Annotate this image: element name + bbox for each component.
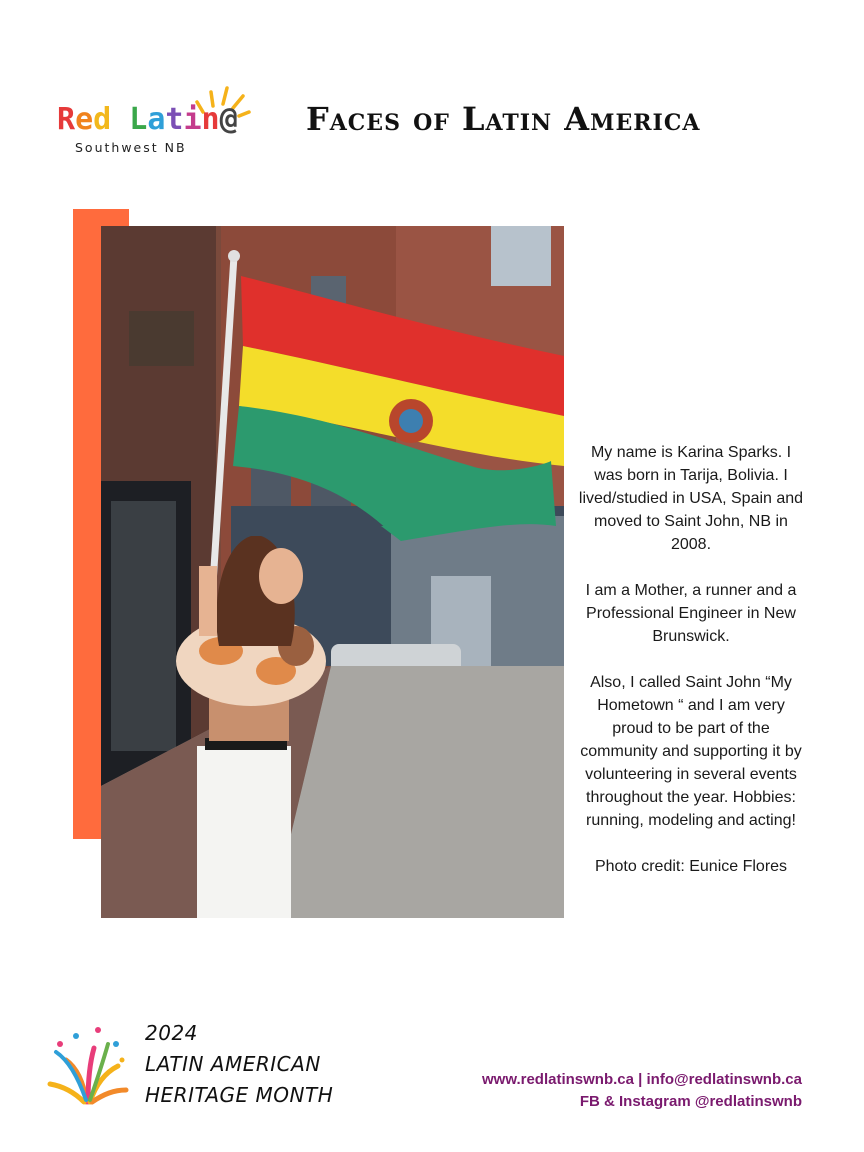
confetti-burst-icon bbox=[46, 1022, 130, 1106]
heritage-year: 2024 bbox=[145, 1021, 198, 1045]
logo-letter: @ bbox=[219, 102, 238, 137]
photo-credit: Photo credit: Eunice Flores bbox=[594, 858, 788, 875]
logo-letter: t bbox=[165, 102, 184, 137]
person-with-bolivian-flag-photo bbox=[101, 226, 564, 918]
bio-paragraph: My name is Karina Sparks. I was born in Tarija, Bolivia. I lived/studied in USA, Spain and moved to Saint John, NB in 2008. bbox=[578, 444, 804, 553]
website-email-line[interactable]: www.redlatinswnb.ca | info@redlatinswnb.ca bbox=[482, 1071, 802, 1088]
bio-paragraph: I am a Mother, a runner and a Professional Engineer in New Brunswick. bbox=[585, 582, 797, 645]
social-handle-line[interactable]: FB & Instagram @redlatinswnb bbox=[579, 1093, 802, 1110]
red-latin-logo bbox=[54, 82, 254, 162]
logo-letter: d bbox=[93, 102, 112, 137]
heritage-line: LATIN AMERICAN bbox=[145, 1052, 321, 1076]
portrait-photo bbox=[101, 226, 564, 918]
logo-subtitle: Southwest NB bbox=[75, 140, 187, 155]
page-title: Faces of Latin America bbox=[306, 100, 701, 138]
logo-letter: e bbox=[75, 102, 94, 137]
logo-letter: R bbox=[57, 102, 76, 137]
logo-letter: n bbox=[201, 102, 220, 137]
logo-letter: i bbox=[183, 102, 202, 137]
logo-letter bbox=[111, 102, 129, 137]
contact-info bbox=[482, 1069, 802, 1113]
bio-paragraph: Also, I called Saint John “My Hometown “ and I am very proud to be part of the community and supporting it by volunteering in several events throughout the year. Hobbies: running, modeling and acting! bbox=[580, 674, 802, 829]
logo-letter: a bbox=[147, 102, 166, 137]
heritage-line: HERITAGE MONTH bbox=[145, 1083, 334, 1107]
bio-text bbox=[577, 441, 805, 901]
logo-letter: L bbox=[129, 102, 148, 137]
logo-wordmark bbox=[57, 102, 238, 137]
heritage-month-label bbox=[145, 1018, 333, 1111]
